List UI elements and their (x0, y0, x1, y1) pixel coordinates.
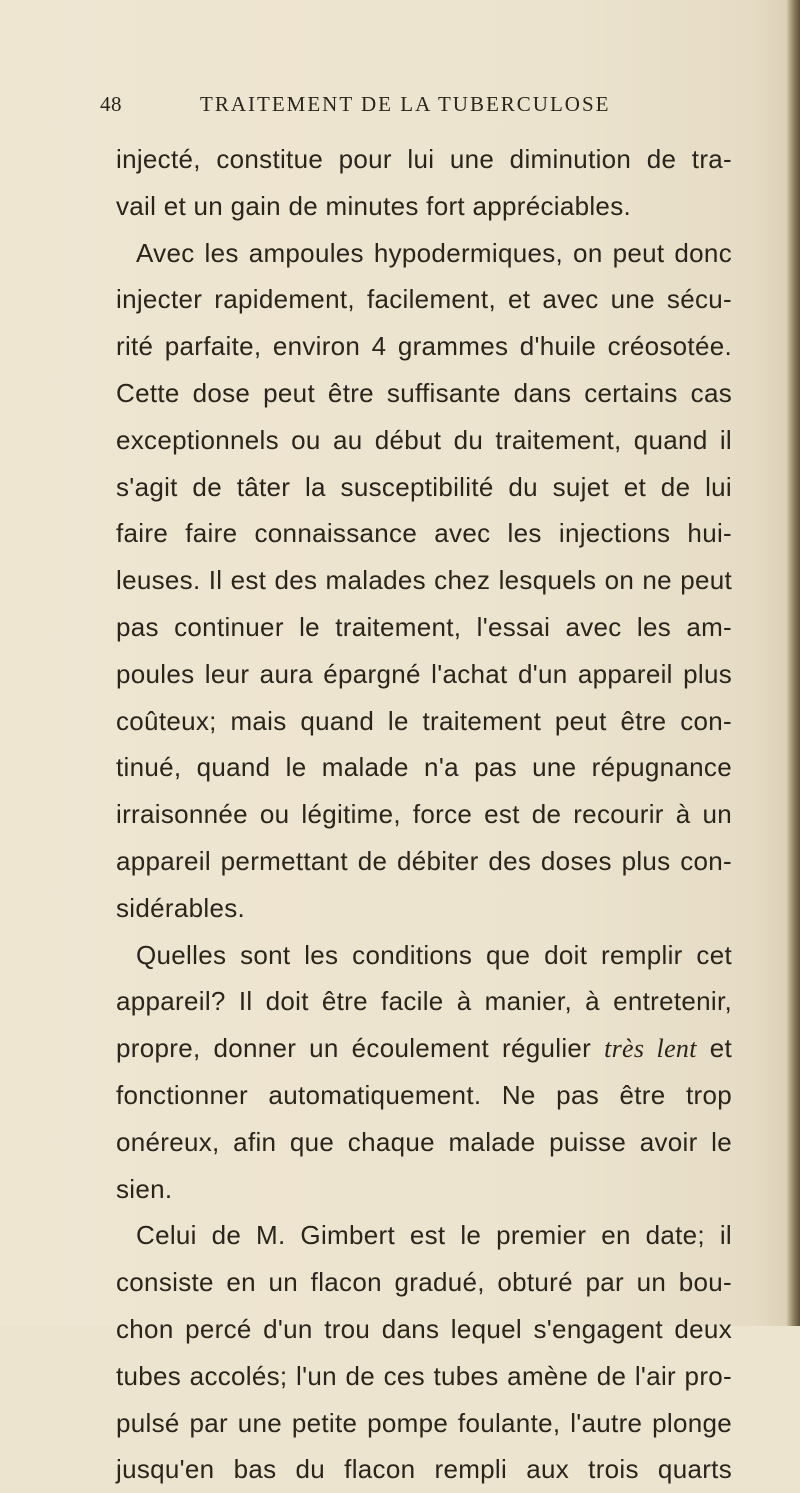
text-line: sien. (116, 1173, 173, 1204)
text-line: jusqu'en bas du flacon rempli aux trois quarts (116, 1454, 732, 1485)
text-line: Avec les ampoules hypodermiques, on peut donc (136, 237, 732, 268)
text-line: fonctionner automatiquement. Ne pas être trop (116, 1079, 732, 1110)
text-line: appareil permettant de débiter des doses plus con- (116, 845, 732, 876)
text-line: leuses. Il est des malades chez lesquels on ne peut (116, 565, 732, 596)
text-line: onéreux, afin que chaque malade puisse avoir le (116, 1126, 732, 1157)
running-title: TRAITEMENT DE LA TUBERCULOSE (200, 92, 611, 116)
text-segment: propre, donner un écoulement régulier (116, 1033, 592, 1064)
text-line: pas continuer le traitement, l'essai avec les am- (116, 611, 732, 642)
text-line-mixed (116, 1025, 732, 1072)
text-line: appareil? Il doit être facile à manier, à entretenir, (116, 986, 732, 1017)
text-line: injecté, constitue pour lui une diminution de tra- (116, 144, 732, 174)
text-line: coûteux; mais quand le traitement peut être con- (116, 705, 732, 736)
text-line: consiste en un flacon gradué, obturé par un bou- (116, 1267, 732, 1298)
text-line: poules leur aura épargné l'achat d'un appareil plus (116, 658, 732, 689)
text-line: Celui de M. Gimbert est le premier en date; il (136, 1220, 732, 1251)
text-line: tinué, quand le malade n'a pas une répugnance (116, 752, 732, 783)
text-line: exceptionnels ou au début du traitement, quand il (116, 424, 732, 455)
page-number: 48 (100, 92, 122, 116)
text-line: vail et un gain de minutes fort appréciables. (116, 190, 632, 221)
page-header (100, 92, 700, 122)
italic-emphasis: très lent (604, 1034, 697, 1064)
text-line: Cette dose peut être suffisante dans certains cas (116, 377, 732, 408)
text-line: rité parfaite, environ 4 grammes d'huile créosotée. (116, 331, 732, 362)
page-edge-shadow (786, 0, 800, 1326)
text-line: irraisonnée ou légitime, force est de recourir à un (116, 799, 732, 830)
text-segment: et (709, 1033, 732, 1064)
text-line: chon percé d'un trou dans lequel s'engagent deux (116, 1313, 732, 1344)
text-line: Quelles sont les conditions que doit remplir cet (136, 939, 732, 970)
text-line: pulsé par une petite pompe foulante, l'autre plonge (116, 1407, 732, 1438)
text-line: sidérables. (116, 892, 246, 923)
body-text (116, 136, 732, 1493)
text-line: injecter rapidement, facilement, et avec une sécu- (116, 284, 732, 315)
text-line: s'agit de tâter la susceptibilité du sujet et de lui (116, 471, 732, 502)
text-line: tubes accolés; l'un de ces tubes amène de l'air pro- (116, 1360, 732, 1391)
text-line: faire faire connaissance avec les injections hui- (116, 518, 732, 549)
